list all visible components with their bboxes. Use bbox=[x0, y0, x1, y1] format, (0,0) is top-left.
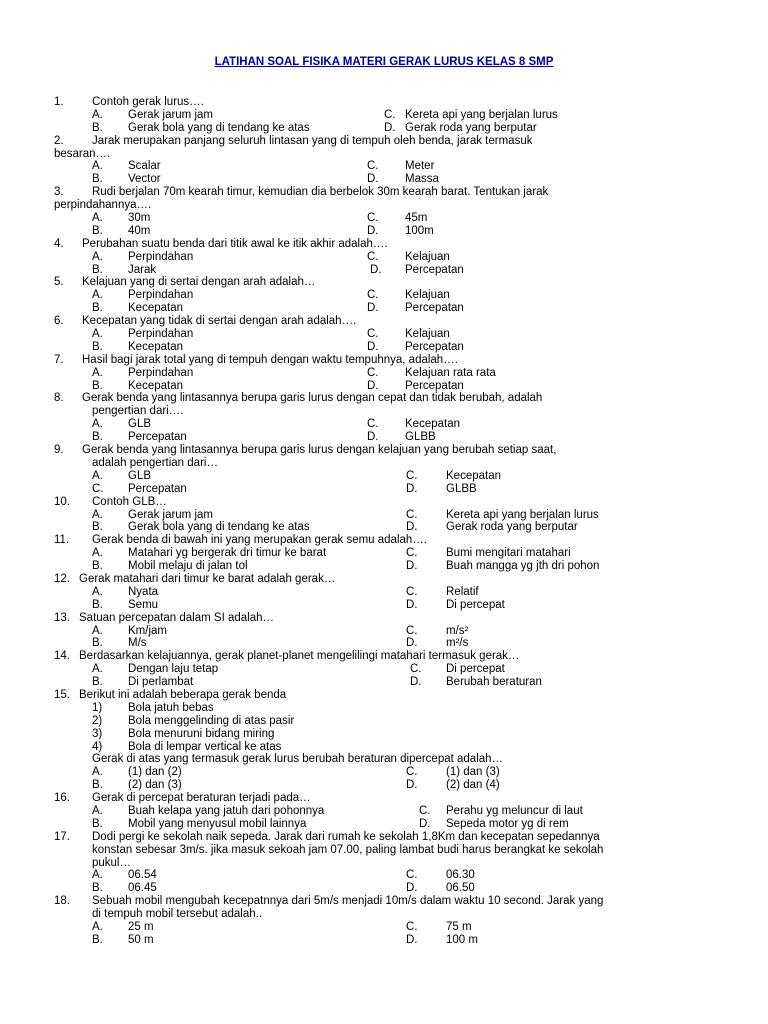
question-text: Perubahan suatu benda dari titik awal ke itik akhir adalah…. bbox=[82, 237, 388, 250]
question-number: 6. bbox=[54, 315, 64, 328]
option-letter: C. bbox=[367, 328, 379, 341]
question-text: Hasil bagi jarak total yang di tempuh dengan waktu tempuhnya, adalah…. bbox=[82, 353, 458, 366]
option-text: Kereta api yang berjalan lurus bbox=[405, 108, 558, 121]
option-text: Km/jam bbox=[128, 624, 167, 637]
question-text-continued bbox=[54, 844, 734, 857]
option-letter: C. bbox=[367, 160, 379, 173]
option-letter: A. bbox=[92, 366, 103, 379]
option-text: Nyata bbox=[128, 585, 159, 598]
option-text: Percepatan bbox=[128, 482, 187, 495]
option-row bbox=[54, 380, 734, 393]
option-letter: A. bbox=[92, 663, 103, 676]
option-row bbox=[54, 431, 734, 444]
option-letter: D. bbox=[367, 224, 379, 237]
option-letter: B. bbox=[92, 521, 103, 534]
option-letter: B. bbox=[92, 340, 103, 353]
option-letter: A. bbox=[92, 508, 103, 521]
question-number: 14. bbox=[54, 650, 70, 663]
option-letter: A. bbox=[92, 469, 103, 482]
question-7 bbox=[54, 354, 734, 367]
question-text: Gerak di atas yang termasuk gerak lurus berubah beraturan dipercepat adalah… bbox=[92, 753, 504, 766]
question-4 bbox=[54, 238, 734, 251]
option-row bbox=[54, 212, 734, 225]
question-text: Kelajuan yang di sertai dengan arah adalah… bbox=[82, 276, 316, 289]
option-text: Gerak bola yang di tendang ke atas bbox=[128, 521, 310, 534]
option-text: GLBB bbox=[405, 431, 436, 444]
option-text: Percepatan bbox=[405, 379, 464, 392]
option-row bbox=[54, 934, 734, 947]
option-text: Massa bbox=[405, 173, 439, 186]
option-letter: B. bbox=[92, 224, 103, 237]
option-letter: D. bbox=[406, 779, 418, 792]
option-text: Perpindahan bbox=[128, 250, 194, 263]
option-text: 100m bbox=[405, 224, 434, 237]
option-letter: C. bbox=[406, 585, 418, 598]
question-number: 12. bbox=[54, 572, 70, 585]
option-text: Sepeda motor yg di rem bbox=[446, 817, 569, 830]
question-text: Jarak merupakan panjang seluruh lintasan yang di tempuh oleh benda, jarak termasuk bbox=[92, 134, 533, 147]
option-text: Kelajuan bbox=[405, 289, 450, 302]
question-text: konstan sebesar 3m/s. jika masuk sekoah jam 07.00, paling lambat budi harus berangkat ke sekolah bbox=[92, 843, 604, 856]
option-text: 75 m bbox=[446, 921, 472, 933]
option-text: 06.30 bbox=[446, 869, 475, 882]
option-row bbox=[54, 882, 734, 895]
option-row bbox=[54, 818, 734, 831]
option-text: (2) dan (4) bbox=[446, 779, 500, 792]
option-letter: D. bbox=[367, 302, 379, 315]
option-text: 50 m bbox=[128, 933, 154, 946]
question-1 bbox=[54, 96, 734, 109]
option-letter: C. bbox=[406, 547, 418, 560]
option-text: Bumi mengitari matahari bbox=[446, 547, 571, 560]
option-text: m²/s bbox=[446, 637, 469, 650]
option-row bbox=[54, 637, 734, 650]
option-letter: A. bbox=[92, 804, 103, 817]
option-letter: A. bbox=[92, 418, 103, 431]
list-text: Bola di lempar vertical ke atas bbox=[128, 740, 282, 753]
list-item bbox=[54, 702, 734, 715]
option-row bbox=[54, 869, 734, 882]
option-row bbox=[54, 599, 734, 612]
option-letter: A. bbox=[92, 212, 103, 225]
option-text: Kelajuan bbox=[405, 250, 450, 263]
list-text: Bola menggelinding di atas pasir bbox=[128, 714, 295, 727]
option-text: Meter bbox=[405, 160, 435, 173]
option-text: Gerak roda yang berputar bbox=[446, 521, 578, 534]
list-number: 2) bbox=[92, 714, 103, 727]
option-row bbox=[54, 921, 734, 934]
option-text: GLB bbox=[128, 418, 152, 431]
question-text: Gerak benda yang lintasannya berupa garis lurus dengan kelajuan yang berubah setiap saat, bbox=[82, 444, 557, 457]
option-text: Kecepatan bbox=[405, 418, 460, 431]
question-number: 16. bbox=[54, 792, 70, 805]
option-text: Gerak bola yang di tendang ke atas bbox=[128, 121, 310, 134]
question-number: 7. bbox=[54, 353, 64, 366]
list-item bbox=[54, 741, 734, 754]
option-letter: B. bbox=[92, 121, 103, 134]
question-number: 10. bbox=[54, 495, 70, 508]
option-letter: B. bbox=[92, 560, 103, 573]
option-letter: B. bbox=[92, 598, 103, 611]
option-letter: A. bbox=[92, 547, 103, 560]
question-text: Contoh GLB… bbox=[92, 495, 167, 508]
question-10 bbox=[54, 496, 734, 509]
option-text: (2) dan (3) bbox=[128, 779, 182, 792]
option-letter: B. bbox=[92, 302, 103, 315]
option-row bbox=[54, 302, 734, 315]
question-number: 18. bbox=[54, 895, 70, 908]
option-row bbox=[54, 418, 734, 431]
question-text: di tempuh mobil tersebut adalah.. bbox=[92, 908, 263, 921]
question-8 bbox=[54, 392, 734, 405]
option-text: Gerak roda yang berputar bbox=[405, 121, 537, 134]
question-text: besaran…. bbox=[54, 147, 111, 160]
option-letter: A. bbox=[92, 624, 103, 637]
question-3 bbox=[54, 186, 734, 199]
option-row bbox=[54, 328, 734, 341]
question-18 bbox=[54, 895, 734, 908]
option-row bbox=[54, 483, 734, 496]
option-row bbox=[54, 521, 734, 534]
option-row bbox=[54, 289, 734, 302]
option-text: m/s² bbox=[446, 624, 469, 637]
question-number: 4. bbox=[54, 237, 64, 250]
option-text: Kecepatan bbox=[128, 302, 183, 315]
option-letter: D. bbox=[367, 173, 379, 186]
question-number: 9. bbox=[54, 444, 64, 457]
question-text: Gerak matahari dari timur ke barat adalah gerak… bbox=[79, 572, 336, 585]
option-text: 45m bbox=[405, 212, 428, 225]
option-text: Di perlambat bbox=[128, 676, 194, 689]
option-row bbox=[54, 625, 734, 638]
question-13 bbox=[54, 612, 734, 625]
option-row bbox=[54, 367, 734, 380]
option-text: Buah kelapa yang jatuh dari pohonnya bbox=[128, 804, 325, 817]
option-text: 06.45 bbox=[128, 882, 157, 895]
question-text: Gerak benda yang lintasannya berupa garis lurus dengan cepat dan tidak berubah, adalah bbox=[82, 392, 543, 405]
option-letter: B. bbox=[92, 173, 103, 186]
question-16 bbox=[54, 792, 734, 805]
option-letter: D. bbox=[384, 121, 396, 134]
option-text: Perpindahan bbox=[128, 328, 194, 341]
question-number: 3. bbox=[54, 186, 64, 199]
option-text: Semu bbox=[128, 598, 159, 611]
option-text: Di percepat bbox=[446, 598, 505, 611]
question-text: Berdasarkan kelajuannya, gerak planet-planet mengelilingi matahari termasuk gerak… bbox=[79, 650, 520, 663]
option-text: M/s bbox=[128, 637, 147, 650]
question-text: Berikut ini adalah beberapa gerak benda bbox=[79, 688, 287, 701]
option-letter: B. bbox=[92, 263, 103, 276]
option-text: Jarak bbox=[128, 263, 157, 276]
question-number: 8. bbox=[54, 392, 64, 405]
question-number: 11. bbox=[54, 534, 70, 547]
question-text: adalah pengertian dari… bbox=[92, 456, 218, 469]
option-row bbox=[54, 251, 734, 264]
question-5 bbox=[54, 276, 734, 289]
option-letter: D. bbox=[406, 882, 418, 895]
question-6 bbox=[54, 315, 734, 328]
option-text: GLB bbox=[128, 469, 152, 482]
list-number: 4) bbox=[92, 740, 103, 753]
option-text: Gerak jarum jam bbox=[128, 508, 213, 521]
option-letter: D. bbox=[406, 560, 418, 573]
option-text: 40m bbox=[128, 224, 151, 237]
option-row bbox=[54, 341, 734, 354]
option-letter: D. bbox=[367, 379, 379, 392]
option-letter: C. bbox=[410, 663, 422, 676]
option-letter: C. bbox=[367, 418, 379, 431]
option-letter: A. bbox=[92, 766, 103, 779]
option-row bbox=[54, 766, 734, 779]
option-text: Mobil yang menyusul mobil lainnya bbox=[128, 817, 307, 830]
option-letter: C. bbox=[367, 366, 379, 379]
question-11 bbox=[54, 534, 734, 547]
option-text: Perahu yg meluncur di laut bbox=[446, 804, 583, 817]
question-text-continued bbox=[54, 908, 734, 921]
question-number: 13. bbox=[54, 611, 70, 624]
option-letter: D. bbox=[370, 263, 382, 276]
option-text: Relatif bbox=[446, 585, 479, 598]
question-14 bbox=[54, 650, 734, 663]
option-text: Gerak jarum jam bbox=[128, 108, 213, 121]
option-text: Buah mangga yg jth dri pohon bbox=[446, 560, 600, 573]
option-letter: C. bbox=[384, 108, 396, 121]
option-text: 06.50 bbox=[446, 882, 475, 895]
option-row bbox=[54, 805, 734, 818]
option-row bbox=[54, 160, 734, 173]
option-row bbox=[54, 225, 734, 238]
option-row bbox=[54, 264, 734, 277]
option-text: Matahari yg bergerak dri timur ke barat bbox=[128, 547, 327, 560]
option-letter: A. bbox=[92, 328, 103, 341]
option-row bbox=[54, 560, 734, 573]
option-text: (1) dan (3) bbox=[446, 766, 500, 779]
question-text-continued bbox=[54, 199, 734, 212]
option-letter: A. bbox=[92, 160, 103, 173]
option-text: GLBB bbox=[446, 482, 477, 495]
option-letter: A. bbox=[92, 921, 103, 933]
option-row bbox=[54, 173, 734, 186]
option-text: Dengan laju tetap bbox=[128, 663, 219, 676]
option-letter: D. bbox=[406, 521, 418, 534]
list-number: 1) bbox=[92, 701, 103, 714]
question-2 bbox=[54, 135, 734, 148]
option-row bbox=[54, 547, 734, 560]
list-item bbox=[54, 728, 734, 741]
option-letter: C. bbox=[367, 212, 379, 225]
option-letter: A. bbox=[92, 289, 103, 302]
question-text-continued bbox=[54, 857, 734, 870]
question-text: Kecepatan yang tidak di sertai dengan arah adalah…. bbox=[82, 315, 357, 328]
question-17 bbox=[54, 831, 734, 844]
option-text: Percepatan bbox=[128, 431, 187, 444]
option-letter: C. bbox=[406, 869, 418, 882]
question-text-continued bbox=[54, 148, 734, 161]
list-number: 3) bbox=[92, 727, 103, 740]
option-letter: D. bbox=[406, 637, 418, 650]
option-letter: B. bbox=[92, 779, 103, 792]
list-text: Bola menuruni bidang miring bbox=[128, 727, 275, 740]
option-text: Kelajuan rata rata bbox=[405, 366, 496, 379]
list-item bbox=[54, 715, 734, 728]
option-row bbox=[54, 663, 734, 676]
question-9 bbox=[54, 444, 734, 457]
option-text: 30m bbox=[128, 212, 151, 225]
option-text: Percepatan bbox=[405, 263, 464, 276]
option-text: Kecepatan bbox=[446, 469, 501, 482]
option-row bbox=[54, 676, 734, 689]
option-row bbox=[54, 509, 734, 522]
question-text: Gerak benda di bawah ini yang merupakan gerak semu adalah…. bbox=[92, 534, 427, 547]
option-letter: C. bbox=[406, 921, 418, 933]
question-text: Contoh gerak lurus…. bbox=[92, 96, 204, 108]
option-row bbox=[54, 779, 734, 792]
option-text: Percepatan bbox=[405, 340, 464, 353]
question-text-continued bbox=[54, 753, 734, 766]
question-15 bbox=[54, 689, 734, 702]
question-text: Satuan percepatan dalam SI adalah… bbox=[79, 611, 274, 624]
option-letter: D. bbox=[419, 817, 431, 830]
option-text: Scalar bbox=[128, 160, 161, 173]
option-letter: B. bbox=[92, 933, 103, 946]
option-letter: D. bbox=[406, 598, 418, 611]
option-text: Mobil melaju di jalan tol bbox=[128, 560, 248, 573]
option-letter: D. bbox=[406, 482, 418, 495]
question-text: pengertian dari…. bbox=[92, 405, 184, 418]
question-text: Sebuah mobil mengubah kecepatnnya dari 5m/s menjadi 10m/s dalam waktu 10 second. Jarak yang bbox=[92, 895, 604, 908]
question-number: 1. bbox=[54, 96, 64, 108]
question-number: 5. bbox=[54, 276, 64, 289]
option-letter: B. bbox=[92, 637, 103, 650]
option-letter: B. bbox=[92, 676, 103, 689]
option-letter: A. bbox=[92, 108, 103, 121]
option-letter: C. bbox=[367, 289, 379, 302]
option-text: Kecepatan bbox=[128, 379, 183, 392]
question-text: Gerak di percepat beraturan terjadi pada… bbox=[92, 792, 311, 805]
question-text: pukul… bbox=[92, 856, 131, 869]
option-letter: C. bbox=[367, 250, 379, 263]
option-text: Perpindahan bbox=[128, 289, 194, 302]
list-text: Bola jatuh bebas bbox=[128, 701, 214, 714]
question-text-continued bbox=[54, 457, 734, 470]
question-number: 2. bbox=[54, 134, 64, 147]
question-text-continued bbox=[54, 405, 734, 418]
option-text: 06.54 bbox=[128, 869, 157, 882]
question-number: 17. bbox=[54, 830, 70, 843]
question-12 bbox=[54, 573, 734, 586]
option-text: Perpindahan bbox=[128, 366, 194, 379]
option-letter: A. bbox=[92, 869, 103, 882]
option-text: Percepatan bbox=[405, 302, 464, 315]
question-number: 15. bbox=[54, 688, 70, 701]
option-row bbox=[54, 122, 734, 135]
option-letter: D. bbox=[410, 676, 422, 689]
option-letter: C. bbox=[92, 482, 104, 495]
option-letter: B. bbox=[92, 817, 103, 830]
question-text: Dodi pergi ke sekolah naik sepeda. Jarak dari rumah ke sekolah 1,8Km dan kecepatan sepedannya bbox=[92, 830, 600, 843]
option-text: 25 m bbox=[128, 921, 154, 933]
option-letter: C. bbox=[406, 766, 418, 779]
option-text: Kelajuan bbox=[405, 328, 450, 341]
option-text: (1) dan (2) bbox=[128, 766, 182, 779]
question-text: Rudi berjalan 70m kearah timur, kemudian dia berbelok 30m kearah barat. Tentukan jarak bbox=[92, 186, 549, 199]
option-row bbox=[54, 109, 734, 122]
option-row bbox=[54, 586, 734, 599]
option-letter: A. bbox=[92, 585, 103, 598]
option-letter: D. bbox=[367, 340, 379, 353]
option-letter: C. bbox=[406, 469, 418, 482]
option-letter: C. bbox=[419, 804, 431, 817]
option-text: 100 m bbox=[446, 933, 478, 946]
option-text: Di percepat bbox=[446, 663, 505, 676]
question-text: perpindahannya…. bbox=[54, 199, 152, 212]
option-letter: A. bbox=[92, 250, 103, 263]
option-letter: D. bbox=[367, 431, 379, 444]
option-row bbox=[54, 470, 734, 483]
option-letter: B. bbox=[92, 431, 103, 444]
page-title: LATIHAN SOAL FISIKA MATERI GERAK LURUS KELAS 8 SMP bbox=[214, 56, 554, 68]
option-text: Berubah beraturan bbox=[446, 676, 542, 689]
option-text: Kecepatan bbox=[128, 340, 183, 353]
option-letter: D. bbox=[406, 933, 418, 946]
option-text: Vector bbox=[128, 173, 161, 186]
option-text: Kereta api yang berjalan lurus bbox=[446, 508, 599, 521]
option-letter: B. bbox=[92, 882, 103, 895]
option-letter: B. bbox=[92, 379, 103, 392]
option-letter: C. bbox=[406, 508, 418, 521]
option-letter: C. bbox=[406, 624, 418, 637]
question-list bbox=[54, 96, 734, 947]
